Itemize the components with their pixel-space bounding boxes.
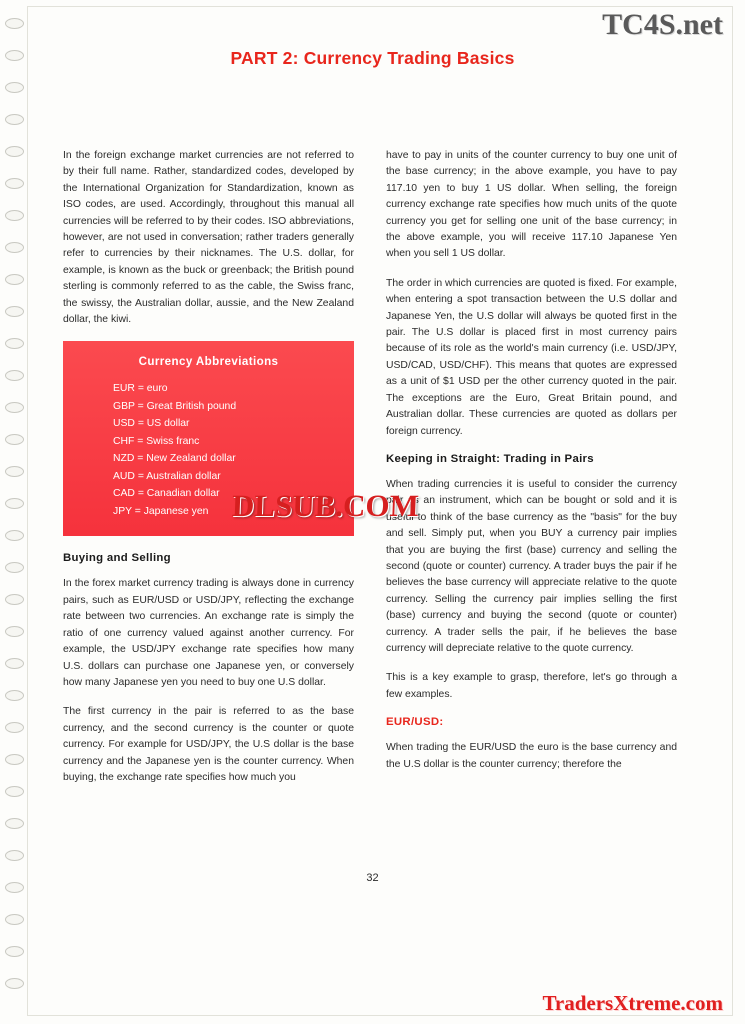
paragraph: When trading the EUR/USD the euro is the base currency and the U.S dollar is the counter currency; therefore the bbox=[386, 742, 677, 770]
page-number: 32 bbox=[366, 872, 379, 884]
list-item: GBP = Great British pound bbox=[113, 400, 237, 412]
watermark: DLSUB.COM bbox=[231, 488, 420, 523]
list-item: CHF = Swiss franc bbox=[113, 435, 200, 447]
left-column bbox=[63, 148, 354, 799]
paragraph: The first currency in the pair is referred to as the base currency, and the second currency is the counter or quote currency. For example for USD/JPY, the U.S dollar is the base currency and the Japanese yen is the counter currency. When buying, the exchange rate specifies how much you bbox=[63, 706, 354, 783]
list-item: EUR = euro bbox=[113, 383, 168, 395]
paragraph: have to pay in units of the counter currency to buy one unit of the base currency; in the above example, you have to pay 117.10 yen to buy 1 US dollar. When selling, the foreign currency exchange rate specifies how much units of the quote currency you get for selling one unit of the base currency; in the above example, you will receive 117.10 Japanese Yen when you sell 1 US dollar. bbox=[386, 150, 677, 260]
paragraph: In the foreign exchange market currencies are not referred to by their full name. Rather, standardized codes, developed by the International Organization for Standardization, known as ISO codes, are used. Accordingly, throughout this manual all currencies will be referred to by their codes. ISO abbreviations, however, are not used in conversation; rather traders generally refer to currencies by their nicknames. The U.S. dollar, for example, is known as the buck or greenback; the British pound sterling is commonly referred to as the cable, the Swiss franc, the swissy, the Australian dollar, aussie, and the New Zealand dollar, the kiwi. bbox=[63, 150, 354, 326]
site-logo-bottom: TradersXtreme.com bbox=[542, 991, 723, 1015]
section-heading-trading-in-pairs: Keeping in Straight: Trading in Pairs bbox=[386, 452, 594, 465]
section-heading-buying-and-selling: Buying and Selling bbox=[63, 552, 171, 565]
abbrev-box-title: Currency Abbreviations bbox=[138, 355, 279, 369]
article-body bbox=[63, 148, 677, 868]
list-item: NZD = New Zealand dollar bbox=[113, 453, 236, 465]
page-title: PART 2: Currency Trading Basics bbox=[230, 48, 515, 68]
abbrev-list bbox=[63, 380, 354, 520]
list-item: CAD = Canadian dollar bbox=[113, 488, 220, 500]
paragraph: In the forex market currency trading is always done in currency pairs, such as EUR/USD or USD/JPY, reflecting the exchange rate between two currencies. An exchange rate is simply the ratio of one currency valued against another currency. For example, the USD/JPY exchange rate specifies how many U.S. dollars can purchase one Japanese yen, or conversely how many Japanese yen you need to buy one U.S dollar. bbox=[63, 578, 354, 688]
section-heading-eur-usd: EUR/USD: bbox=[386, 716, 444, 729]
currency-abbreviations-box bbox=[63, 341, 354, 536]
paragraph: When trading currencies it is useful to consider the currency pair as an instrument, which can be bought or sold and it is useful to think of the base currency as the "basis" for the buy and sell. Simply put, when you BUY a currency pair implies that you are buying the first (base) currency and selling the second (quote or counter) currency. A trader buys the pair if he believes the base currency will appreciate relative to the quote currency. Selling the currency pair implies selling the first (base) currency and buying the second (quote or counter) currency. A trader sells the pair, if he believes the base currency will depreciate relative to the quote currency. bbox=[386, 478, 677, 654]
list-item: AUD = Australian dollar bbox=[113, 470, 221, 482]
right-column bbox=[386, 148, 677, 786]
list-item: USD = US dollar bbox=[113, 418, 190, 430]
list-item: JPY = Japanese yen bbox=[113, 505, 209, 517]
spiral-binding bbox=[0, 0, 26, 1024]
site-logo-top: TC4S.net bbox=[602, 8, 723, 41]
paragraph: This is a key example to grasp, therefore, let's go through a few examples. bbox=[386, 672, 677, 700]
paragraph: The order in which currencies are quoted is fixed. For example, when entering a spot transaction between the U.S dollar and Japanese Yen, the U.S dollar will always be quoted first in the pair. The U.S dollar is placed first in most currency pairs because of its role as the world's main currency (i.e. USD/JPY, USD/CAD, USD/CHF). This means that quotes are expressed as a unit of $1 USD per the other currency quoted in the pair. The exceptions are the Euro, Great Britain pound, and Australian dollar. These currencies are quoted as dollars per foreign currency. bbox=[386, 277, 677, 437]
